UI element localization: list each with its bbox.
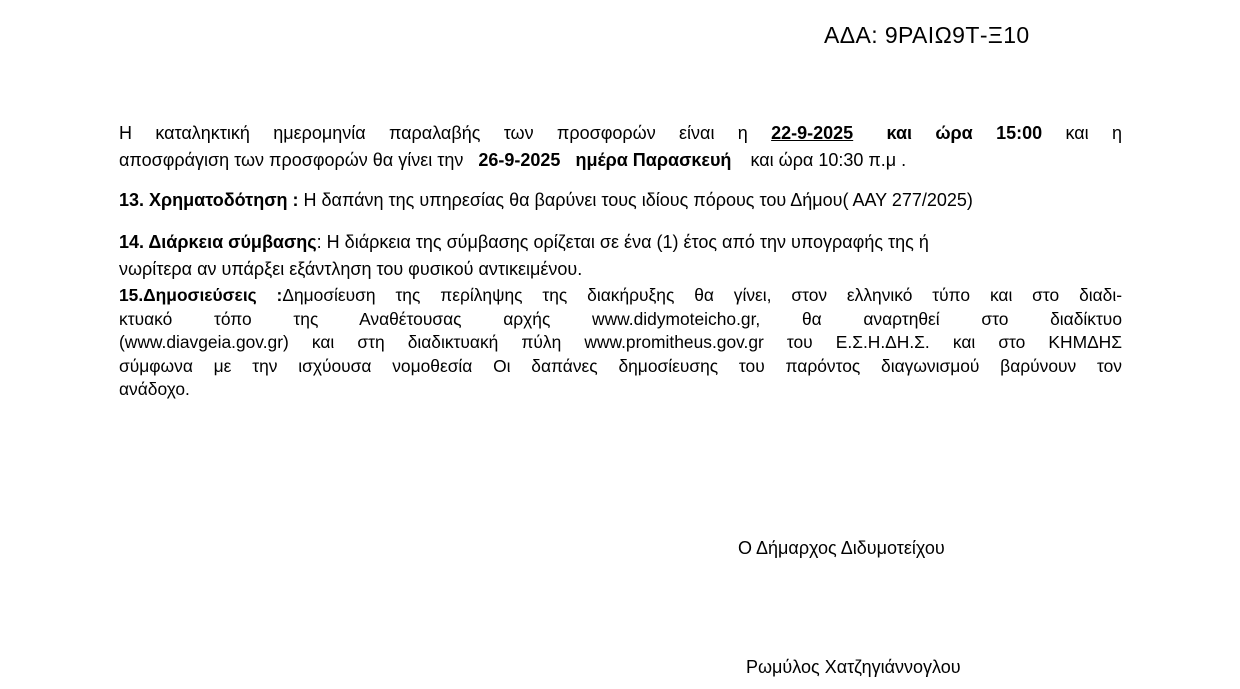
- deadline-paragraph: [119, 120, 1122, 174]
- submission-date: 22-9-2025: [771, 123, 854, 143]
- section-14-line-1: [119, 229, 1122, 256]
- signatory-title: Ο Δήμαρχος Διδυμοτείχου: [738, 538, 945, 558]
- ada-code: ΑΔΑ: 9ΡΑΙΩ9Τ-Ξ10: [824, 22, 1030, 48]
- section-14-text-1: : Η διάρκεια της σύμβασης ορίζεται σε ένα (1) έτος από την υπογραφής της ή: [316, 232, 929, 252]
- section-13-text: Η δαπάνη της υπηρεσίας θα βαρύνει τους ιδίους πόρους του Δήμου( ΑΑΥ 277/2025): [303, 190, 973, 210]
- deadline-line-2: [119, 147, 1122, 174]
- section-15-line-4: σύμφωνα με την ισχύουσα νομοθεσία Οι δαπάνες δημοσίευσης του παρόντος διαγωνισμού βαρύνουν τον: [119, 355, 1122, 376]
- section-15-text-1: Δημοσίευση της περίληψης της διακήρυξης θα γίνει, στον ελληνικό τύπο και στο διαδι-: [282, 285, 1122, 305]
- opening-day: ημέρα Παρασκευή: [575, 150, 732, 170]
- signatory-name: Ρωμύλος Χατζηγιάννογλου: [746, 657, 961, 677]
- deadline-intro: Η καταληκτική ημερομηνία παραλαβής των προσφορών είναι η: [119, 123, 748, 143]
- section-14-line-2: νωρίτερα αν υπάρξει εξάντληση του φυσικού αντικειμένου.: [119, 259, 583, 279]
- submission-time: και ώρα 15:00: [886, 123, 1043, 143]
- section-13: [119, 187, 1122, 214]
- opening-time: και ώρα 10:30 π.μ .: [750, 150, 907, 170]
- section-15-heading: 15.Δημοσιεύσεις :: [119, 285, 283, 305]
- opening-intro: αποσφράγιση των προσφορών θα γίνει την: [119, 150, 464, 170]
- deadline-line-end: και η: [1065, 123, 1122, 143]
- section-15-line-3: (www.diavgeia.gov.gr) και στη διαδικτυακή πύλη www.promitheus.gov.gr του Ε.Σ.Η.ΔΗ.Σ. και στο ΚΗΜΔΗΣ: [119, 332, 1122, 352]
- section-15-line-1: [119, 284, 1122, 308]
- section-15-line-5: ανάδοχο.: [119, 379, 190, 399]
- section-15-line-2: κτυακό τόπο της Αναθέτουσας αρχής www.didymoteicho.gr, θα αναρτηθεί στο διαδίκτυο: [119, 308, 1122, 329]
- section-14-heading: 14. Διάρκεια σύμβασης: [119, 232, 317, 252]
- section-15: [119, 284, 1122, 402]
- section-14: [119, 229, 1122, 283]
- deadline-line-1: [119, 120, 1122, 147]
- section-13-heading: 13. Χρηματοδότηση :: [119, 190, 299, 210]
- opening-date: 26-9-2025: [478, 150, 561, 170]
